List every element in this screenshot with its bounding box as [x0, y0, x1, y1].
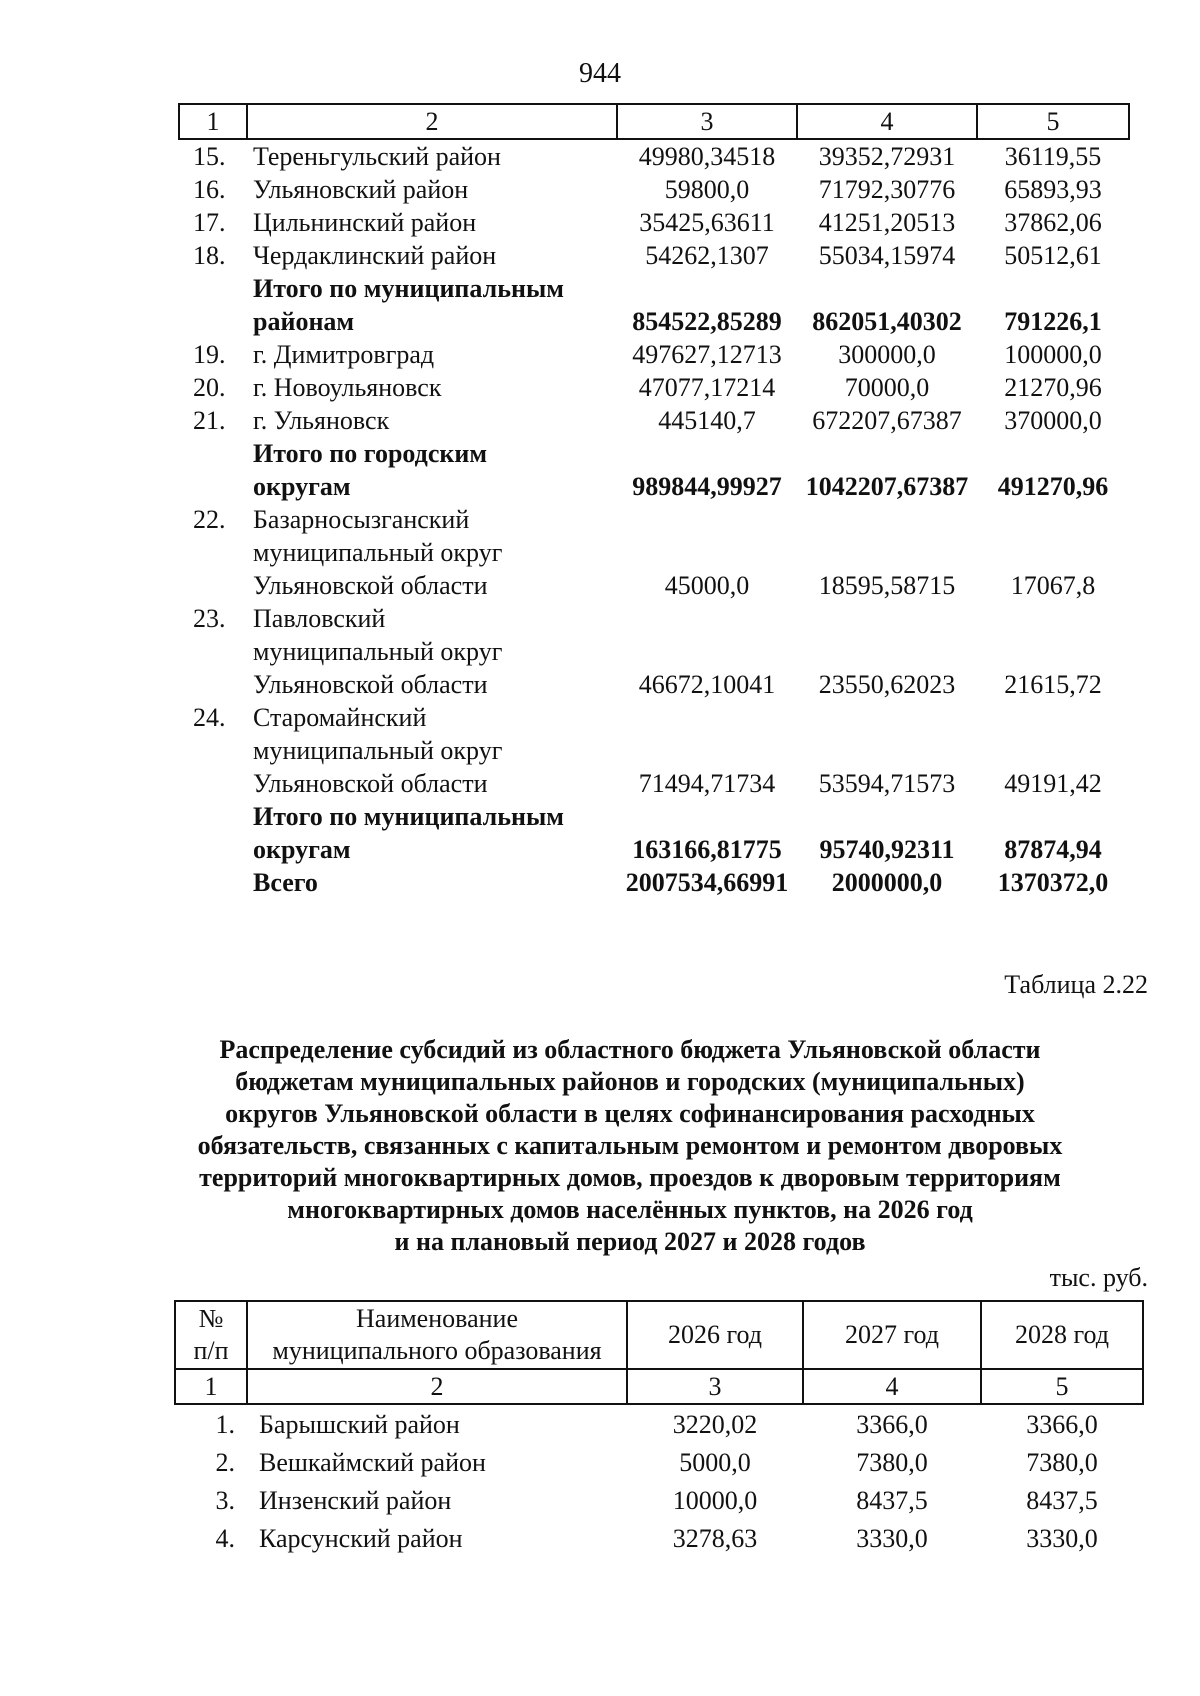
- value-cell: 491270,96: [997, 472, 1109, 501]
- row-name-line: Всего: [253, 868, 318, 897]
- value-cell: 497627,12713: [632, 340, 782, 369]
- row-number: 18.: [193, 241, 226, 270]
- value-cell: 37862,06: [1004, 208, 1102, 237]
- title-line: и на плановый период 2027 и 2028 годов: [394, 1227, 866, 1256]
- value-cell: 21270,96: [1004, 373, 1102, 402]
- row-name: [247, 371, 617, 404]
- table-row: [179, 503, 1129, 602]
- value-cell: 3330,0: [1026, 1523, 1098, 1553]
- row-number: 16.: [193, 175, 226, 204]
- table-row: [175, 1481, 1143, 1519]
- value-cell: 1042207,67387: [805, 472, 969, 501]
- value-cell: 54262,1307: [645, 241, 769, 270]
- row-name: [247, 404, 617, 437]
- table-row: [179, 239, 1129, 272]
- value-cell: 7380,0: [856, 1447, 928, 1477]
- value-cell: 445140,7: [658, 406, 756, 435]
- title-line: Распределение субсидий из областного бюджета Ульяновской области: [219, 1035, 1041, 1064]
- value-cell: 370000,0: [1004, 406, 1102, 435]
- row-number: [179, 437, 247, 503]
- table-caption: Таблица 2.22: [1004, 970, 1148, 999]
- header-year-2028: 2028 год: [981, 1301, 1143, 1369]
- value-cell: 59800,0: [664, 175, 750, 204]
- table-row: [179, 602, 1129, 701]
- row-name: Барышский район: [259, 1409, 460, 1439]
- header-name: [247, 1301, 627, 1369]
- header-name-line: муниципального образования: [272, 1336, 602, 1365]
- row-number: [179, 866, 247, 899]
- value-cell: 65893,93: [1004, 175, 1102, 204]
- table-row: [179, 404, 1129, 437]
- table-index-row: [175, 1369, 1143, 1404]
- title-line: округов Ульяновской области в целях софинансирования расходных: [225, 1099, 1035, 1128]
- value-cell: 46672,10041: [638, 670, 776, 699]
- value-cell: 71494,71734: [638, 769, 776, 798]
- header-year-2026: 2026 год: [627, 1301, 803, 1369]
- row-name-line: г. Новоульяновск: [253, 373, 442, 402]
- row-number: 22.: [193, 505, 226, 534]
- index-cell: 1: [179, 104, 247, 139]
- row-name: [247, 437, 617, 503]
- row-name-line: Ульяновской области: [253, 571, 488, 600]
- title-line: обязательств, связанных с капитальным ремонтом и ремонтом дворовых: [197, 1131, 1063, 1160]
- value-cell: 3330,0: [856, 1523, 928, 1553]
- row-name-line: Павловский: [253, 604, 386, 633]
- row-name: [247, 272, 617, 338]
- subsidy-table: [174, 1300, 1144, 1557]
- row-name: Инзенский район: [259, 1485, 452, 1515]
- row-name-line: районам: [253, 307, 355, 336]
- row-name-line: Тереньгульский район: [253, 142, 501, 171]
- row-number: 2.: [215, 1447, 235, 1477]
- index-cell: 4: [803, 1369, 981, 1404]
- row-number: [179, 800, 247, 866]
- value-cell: 5000,0: [679, 1447, 751, 1477]
- value-cell: 70000,0: [844, 373, 930, 402]
- value-cell: 100000,0: [1004, 340, 1102, 369]
- row-name-line: округам: [253, 835, 351, 864]
- index-cell: 5: [977, 104, 1129, 139]
- row-name: Карсунский район: [259, 1523, 463, 1553]
- value-cell: 41251,20513: [818, 208, 956, 237]
- row-number: 20.: [193, 373, 226, 402]
- value-cell: 23550,62023: [818, 670, 956, 699]
- index-cell: 3: [627, 1369, 803, 1404]
- table-row: [179, 206, 1129, 239]
- table-body: [175, 1404, 1143, 1557]
- value-cell: 49191,42: [1004, 769, 1102, 798]
- value-cell: 3366,0: [1026, 1409, 1098, 1439]
- index-cell: 2: [247, 1369, 627, 1404]
- row-name-line: Чердаклинский район: [253, 241, 497, 270]
- row-name: [247, 701, 617, 800]
- index-cell: 1: [175, 1369, 247, 1404]
- value-cell: 55034,15974: [818, 241, 956, 270]
- total-row: [179, 800, 1129, 866]
- row-number: [179, 272, 247, 338]
- row-name-line: г. Димитровград: [253, 340, 435, 369]
- header-num: [175, 1301, 247, 1369]
- row-name-line: Итого по муниципальным: [253, 274, 564, 303]
- row-name-line: Ульяновской области: [253, 769, 488, 798]
- value-cell: 47077,17214: [638, 373, 776, 402]
- total-row: [179, 437, 1129, 503]
- value-cell: 10000,0: [672, 1485, 758, 1515]
- value-cell: 3220,02: [672, 1409, 758, 1439]
- value-cell: 163166,81775: [632, 835, 782, 864]
- value-cell: 87874,94: [1004, 835, 1102, 864]
- value-cell: 3366,0: [856, 1409, 928, 1439]
- row-name: [247, 206, 617, 239]
- value-cell: 71792,30776: [818, 175, 956, 204]
- value-cell: 7380,0: [1026, 1447, 1098, 1477]
- row-name: [247, 239, 617, 272]
- row-name: [247, 338, 617, 371]
- row-name-line: округам: [253, 472, 351, 501]
- value-cell: 36119,55: [1004, 142, 1102, 171]
- row-number: 19.: [193, 340, 226, 369]
- title-line: территорий многоквартирных домов, проездов к дворовым территориям: [199, 1163, 1061, 1192]
- row-name-line: Итого по городским: [253, 439, 488, 468]
- value-cell: 2007534,66991: [625, 868, 789, 897]
- value-cell: 18595,58715: [818, 571, 956, 600]
- row-number: 1.: [215, 1409, 235, 1439]
- value-cell: 35425,63611: [639, 208, 775, 237]
- value-cell: 791226,1: [1004, 307, 1102, 336]
- value-cell: 854522,85289: [632, 307, 782, 336]
- row-number: 24.: [193, 703, 226, 732]
- row-name-line: Старомайнский: [253, 703, 427, 732]
- table-index-row: [179, 104, 1129, 139]
- index-cell: 3: [617, 104, 797, 139]
- row-number: 21.: [193, 406, 226, 435]
- value-cell: 300000,0: [838, 340, 936, 369]
- row-number: 17.: [193, 208, 226, 237]
- value-cell: 45000,0: [664, 571, 750, 600]
- table-row: [179, 701, 1129, 800]
- row-number: 4.: [215, 1523, 235, 1553]
- total-row: [179, 272, 1129, 338]
- table-row: [179, 338, 1129, 371]
- value-cell: 39352,72931: [818, 142, 956, 171]
- table-body: [179, 139, 1129, 899]
- value-cell: 3278,63: [672, 1523, 758, 1553]
- row-number: 15.: [193, 142, 226, 171]
- value-cell: 95740,92311: [819, 835, 955, 864]
- row-name: [247, 866, 617, 899]
- table-row: [175, 1443, 1143, 1481]
- row-name-line: г. Ульяновск: [253, 406, 390, 435]
- row-name-line: муниципальный округ: [253, 637, 503, 666]
- row-name-line: Итого по муниципальным: [253, 802, 564, 831]
- header-num-line: п/п: [193, 1336, 229, 1365]
- value-cell: 17067,8: [1010, 571, 1096, 600]
- value-cell: 862051,40302: [812, 307, 962, 336]
- value-cell: 49980,34518: [638, 142, 776, 171]
- row-name-line: Ульяновский район: [253, 175, 469, 204]
- table-title: [150, 1034, 1110, 1258]
- row-name: [247, 800, 617, 866]
- header-year-2027: 2027 год: [803, 1301, 981, 1369]
- row-name-line: Цильнинский район: [253, 208, 477, 237]
- table-row: [179, 139, 1129, 173]
- row-number: 23.: [193, 604, 226, 633]
- title-line: бюджетам муниципальных районов и городских (муниципальных): [235, 1067, 1025, 1096]
- row-name: [247, 503, 617, 602]
- value-cell: 50512,61: [1004, 241, 1102, 270]
- table-continued: [178, 103, 1130, 899]
- value-cell: 21615,72: [1004, 670, 1102, 699]
- row-number: 3.: [215, 1485, 235, 1515]
- row-name-line: Базарносызганский: [253, 505, 470, 534]
- index-cell: 4: [797, 104, 977, 139]
- row-name-line: муниципальный округ: [253, 538, 503, 567]
- table-row: [175, 1519, 1143, 1557]
- value-cell: 8437,5: [1026, 1485, 1098, 1515]
- row-name-line: муниципальный округ: [253, 736, 503, 765]
- table-header-row: [175, 1301, 1143, 1369]
- value-cell: 1370372,0: [997, 868, 1109, 897]
- row-name: Вешкаймский район: [259, 1447, 486, 1477]
- header-name-line: Наименование: [356, 1304, 518, 1333]
- header-num-line: №: [198, 1304, 224, 1333]
- value-cell: 989844,99927: [632, 472, 782, 501]
- row-name-line: Ульяновской области: [253, 670, 488, 699]
- table-row: [175, 1404, 1143, 1443]
- value-cell: 2000000,0: [831, 868, 943, 897]
- table-row: [179, 371, 1129, 404]
- row-name: [247, 173, 617, 206]
- page-number: 944: [579, 58, 621, 89]
- value-cell: 8437,5: [856, 1485, 928, 1515]
- index-cell: 2: [247, 104, 617, 139]
- value-cell: 672207,67387: [812, 406, 962, 435]
- row-name: [247, 602, 617, 701]
- total-row: [179, 866, 1129, 899]
- index-cell: 5: [981, 1369, 1143, 1404]
- table-row: [179, 173, 1129, 206]
- title-line: многоквартирных домов населённых пунктов, на 2026 год: [287, 1195, 973, 1224]
- units-label: тыс. руб.: [1049, 1263, 1148, 1292]
- value-cell: 53594,71573: [818, 769, 956, 798]
- row-name: [247, 139, 617, 173]
